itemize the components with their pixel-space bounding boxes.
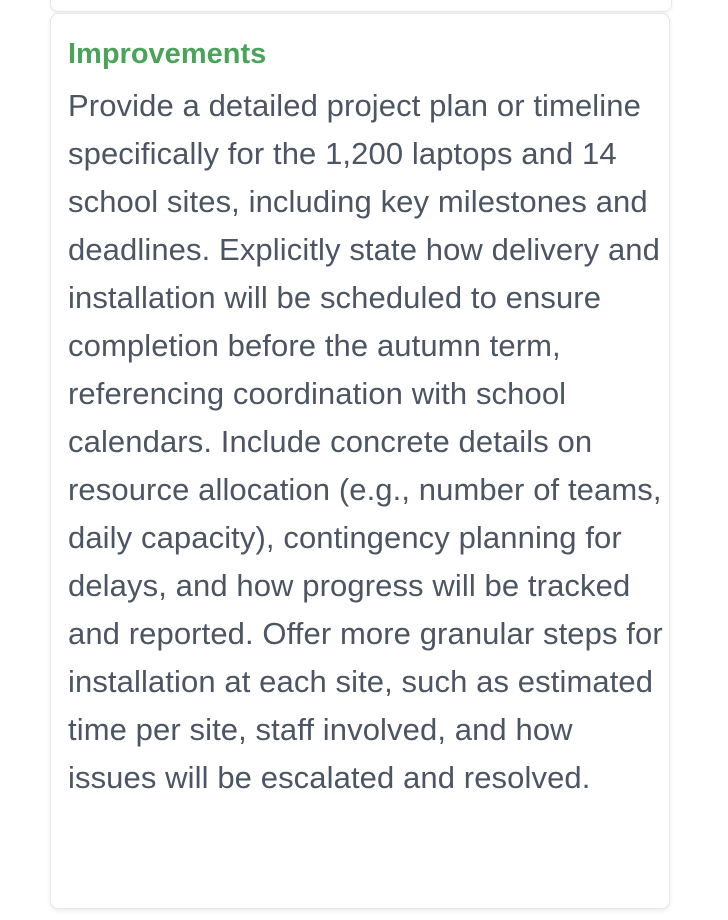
improvements-heading: Improvements — [68, 38, 267, 70]
previous-card — [50, 0, 672, 12]
improvements-card — [50, 13, 670, 909]
improvements-text: Provide a detailed project plan or timeline specifically for the 1,200 laptops and 14 school sites, including key milestones and deadlines. Explicitly state how delivery and installation will be scheduled to ensure completion before the autumn term, referencing coordination with school calendars. Include concrete details on resource allocation (e.g., number of teams, daily capacity), contingency planning for delays, and how progress will be tracked and reported. Offer more granular steps for installation at each site, such as estimated time per site, staff involved, and how issues will be escalated and resolved. — [68, 88, 663, 795]
